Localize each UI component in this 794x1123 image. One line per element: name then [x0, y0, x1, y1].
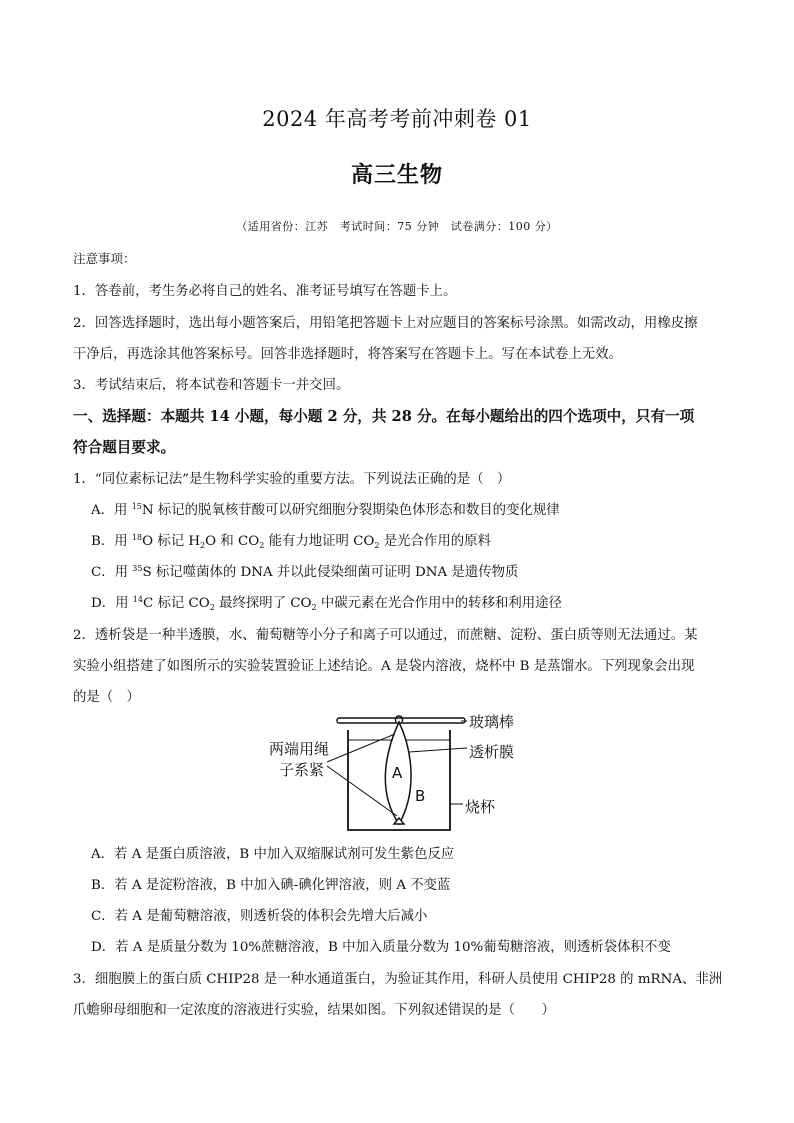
- option-text: C．用: [91, 565, 133, 580]
- question-1-option-c: [91, 561, 518, 580]
- option-text: D．用: [91, 596, 133, 611]
- label-solution-a: A: [392, 764, 403, 782]
- question-1-option-b: [91, 530, 491, 550]
- question-2-stem-end: 的是（ ）: [73, 690, 140, 705]
- question-2-option-b: B．若 A 是淀粉溶液，B 中加入碘-碘化钾溶液，则 A 不变蓝: [91, 878, 451, 893]
- note-item-1: 1．答卷前，考生务必将自己的姓名、准考证号填写在答题卡上。: [73, 284, 457, 299]
- page-subtitle: 高三生物: [350, 162, 443, 188]
- label-membrane: 透析膜: [469, 743, 515, 761]
- subscript: 2: [259, 541, 265, 550]
- isotope-mass: 15: [131, 502, 142, 511]
- option-text: O 标记 H: [142, 534, 201, 549]
- question-2-option-d: D．若 A 是质量分数为 10%蔗糖溶液，B 中加入质量分数为 10%葡萄糖溶液，则透析袋体积不变: [91, 940, 671, 955]
- question-2-option-c: C．若 A 是葡萄糖溶液，则透析袋的体积会先增大后减小: [91, 909, 428, 924]
- option-text: B．用: [91, 534, 132, 549]
- option-text: 能有力地证明 CO: [264, 534, 375, 549]
- label-rope-line1: 两端用绳: [269, 740, 330, 758]
- option-text: N 标记的脱氧核苷酸可以研究细胞分裂期染色体形态和数目的变化规律: [141, 503, 560, 518]
- note-item-2: 2．回答选择题时，选出每小题答案后，用铅笔把答题卡上对应题目的答案标号涂黑。如需改动，用橡皮擦: [73, 316, 698, 331]
- question-1-stem: 1．“同位素标记法”是生物科学实验的重要方法。下列说法正确的是（ ）: [73, 472, 511, 487]
- isotope-mass: 14: [132, 595, 143, 604]
- question-2-stem: 2．透析袋是一种半透膜，水、葡萄糖等小分子和离子可以通过，而蔗糖、淀粉、蛋白质等则无法通过。某: [73, 628, 698, 643]
- glass-rod: [337, 718, 465, 723]
- note-item-2-cont: 干净后，再选涂其他答案标号。回答非选择题时，将答案写在答题卡上。写在本试卷上无效。: [73, 347, 623, 362]
- page-title: 2024 年高考考前冲刺卷 01: [262, 107, 532, 131]
- subscript: 2: [311, 603, 317, 612]
- option-text: C 标记 CO: [142, 596, 210, 611]
- section-heading-cont: 符合题目要求。: [73, 439, 176, 456]
- isotope-mass: 35: [132, 564, 143, 573]
- label-rope-line2: 子系紧: [279, 761, 325, 779]
- subscript: 2: [200, 541, 206, 550]
- dialysis-apparatus-figure: [265, 712, 535, 837]
- notes-heading: 注意事项：: [73, 251, 136, 266]
- question-2-option-a: A．若 A 是蛋白质溶液，B 中加入双缩脲试剂可发生紫色反应: [91, 847, 455, 862]
- option-text: 中碳元素在光合作用中的转移和利用途径: [316, 596, 562, 611]
- section-heading: 一、选择题：本题共 14 小题，每小题 2 分，共 28 分。在每小题给出的四个选项中，只有一项: [73, 408, 695, 425]
- option-text: O 和 CO: [205, 534, 260, 549]
- exam-meta: （适用省份：江苏 考试时间：75 分钟 试卷满分：100 分）: [236, 220, 558, 233]
- option-text: S 标记噬菌体的 DNA 并以此侵染细菌可证明 DNA 是遗传物质: [142, 565, 519, 580]
- question-3-stem-cont: 爪蟾卵母细胞和一定浓度的溶液进行实验，结果如图。下列叙述错误的是（ ）: [73, 1003, 556, 1018]
- isotope-mass: 18: [131, 533, 143, 542]
- question-1-option-d: [91, 592, 562, 612]
- rope-pointer-top: [327, 734, 395, 762]
- option-text: 是光合作用的原料: [379, 534, 491, 549]
- subscript: 2: [209, 603, 215, 612]
- membrane-pointer: [409, 748, 467, 752]
- question-3-stem: 3．细胞膜上的蛋白质 CHIP28 是一种水通道蛋白，为验证其作用，科研人员使用 CHIP28 的 mRNA、非洲: [73, 972, 723, 987]
- label-solution-b: B: [415, 787, 426, 805]
- option-text: A．用: [91, 503, 132, 518]
- question-1-option-a: [91, 499, 560, 518]
- label-beaker: 烧杯: [465, 798, 496, 816]
- note-item-3: 3．考试结束后，将本试卷和答题卡一并交回。: [73, 378, 350, 393]
- option-text: 最终探明了 CO: [214, 596, 312, 611]
- question-2-stem-cont: 实验小组搭建了如图所示的实验装置验证上述结论。A 是袋内溶液，烧杯中 B 是蒸馏水。下列现象会出现: [73, 659, 695, 674]
- label-glass-rod: 玻璃棒: [469, 713, 515, 731]
- subscript: 2: [374, 541, 380, 550]
